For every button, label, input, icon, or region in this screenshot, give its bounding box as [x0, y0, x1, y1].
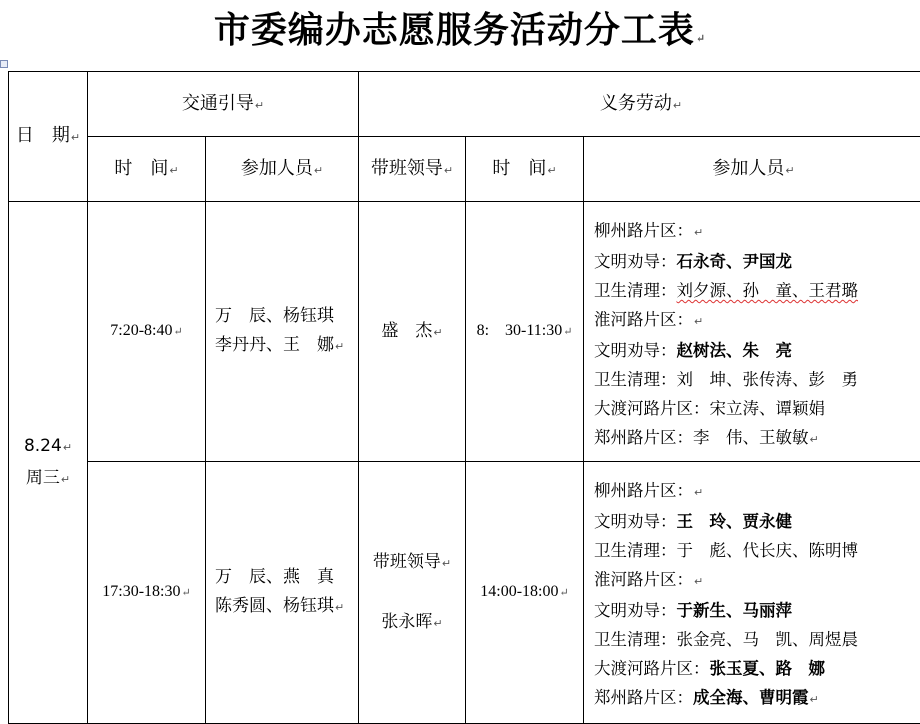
header-traffic: 交通引导↵ — [88, 72, 359, 137]
list-item: 柳州路片区：↵ — [594, 216, 920, 247]
header-traffic-people: 参加人员↵ — [206, 137, 359, 202]
list-item: 淮河路片区：↵ — [594, 305, 920, 336]
list-item: 柳州路片区：↵ — [594, 476, 920, 507]
list-item: 郑州路片区：成全海、曹明霞↵ — [594, 683, 920, 714]
table-row — [9, 202, 920, 462]
traffic-time-cell: 17:30-18:30↵ — [88, 462, 206, 724]
header-traffic-time: 时 间↵ — [88, 137, 206, 202]
header-row-sub — [9, 137, 920, 202]
leader-cell: 盛 杰↵ — [359, 202, 466, 462]
list-item: 卫生清理：刘 坤、张传涛、彭 勇 — [594, 365, 920, 394]
header-labor-time: 时 间↵ — [466, 137, 584, 202]
traffic-people-cell: 万 辰、杨钰琪 李丹丹、王 娜↵ — [206, 202, 359, 462]
labor-people-cell — [584, 202, 920, 462]
paragraph-mark-icon: ↵ — [696, 32, 706, 45]
header-row-top — [9, 72, 920, 137]
list-item: 文明劝导：于新生、马丽萍 — [594, 596, 920, 625]
labor-people-cell — [584, 462, 920, 724]
leader-cell: 带班领导↵ 张永晖↵ — [359, 462, 466, 724]
header-date: 日 期↵ — [9, 72, 88, 202]
table-anchor-icon[interactable] — [0, 60, 8, 68]
labor-time-cell: 14:00-18:00↵ — [466, 462, 584, 724]
labor-time-cell: 8: 30-11:30↵ — [466, 202, 584, 462]
date-cell: 8.24↵ 周三↵ — [9, 202, 88, 724]
list-item: 卫生清理：刘夕源、孙 童、王君璐 — [594, 276, 920, 305]
page-title: 市委编办志愿服务活动分工表↵ — [0, 4, 920, 65]
list-item: 卫生清理：张金亮、马 凯、周煜晨 — [594, 625, 920, 654]
list-item: 郑州路片区：李 伟、王敏敏↵ — [594, 423, 920, 454]
list-item: 大渡河路片区：张玉夏、路 娜 — [594, 654, 920, 683]
schedule-table — [8, 71, 920, 724]
header-leader: 带班领导↵ — [359, 137, 466, 202]
list-item: 文明劝导：王 玲、贾永健 — [594, 507, 920, 536]
list-item: 文明劝导：赵树法、朱 亮 — [594, 336, 920, 365]
table-row — [9, 462, 920, 724]
list-item: 淮河路片区：↵ — [594, 565, 920, 596]
header-labor-people: 参加人员↵ — [584, 137, 920, 202]
header-labor: 义务劳动↵ — [359, 72, 920, 137]
traffic-time-cell: 7:20-8:40↵ — [88, 202, 206, 462]
list-item: 大渡河路片区：宋立涛、谭颖娟 — [594, 394, 920, 423]
traffic-people-cell: 万 辰、燕 真 陈秀圆、杨钰琪↵ — [206, 462, 359, 724]
list-item: 卫生清理：于 彪、代长庆、陈明博 — [594, 536, 920, 565]
list-item: 文明劝导：石永奇、尹国龙 — [594, 247, 920, 276]
